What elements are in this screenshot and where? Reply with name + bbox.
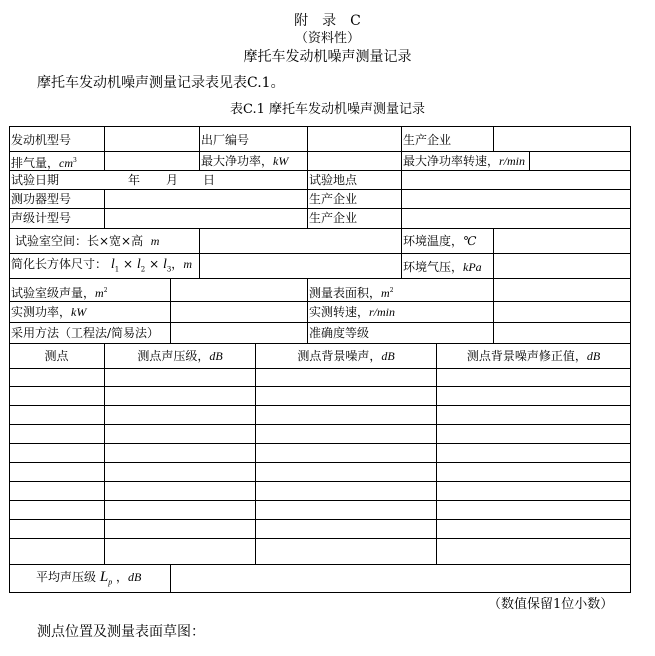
- col-header-bg: 测点背景噪声，dB: [297, 349, 395, 363]
- sketch-label: 测点位置及测量表面草图：: [37, 624, 205, 640]
- label-dyno-maker: 生产企业: [309, 192, 358, 206]
- label-ambient-temp: 环境温度，℃: [403, 234, 477, 248]
- appendix-heading: 附 录 C: [294, 13, 361, 29]
- label-surface-area: 测量表面积，$m^2$: [309, 286, 394, 300]
- label-max-power: 最大净功率，kW: [201, 154, 289, 168]
- label-box-size: 简化长方体尺寸： $l_1 \times l_2 \times l_3$，m: [11, 257, 192, 274]
- label-serial-no: 出厂编号: [201, 133, 250, 147]
- label-measured-power: 实测功率，kW: [11, 305, 87, 319]
- label-max-power-speed: 最大净功率转速，r/min: [403, 154, 526, 168]
- col-header-bg-correction: 测点背景噪声修正值，dB: [466, 349, 601, 363]
- label-meter-model: 声级计型号: [11, 211, 72, 225]
- col-header-spl: 测点声压级，dB: [137, 349, 223, 363]
- label-method: 采用方法（工程法/简易法）: [11, 326, 160, 340]
- intro-text: 摩托车发动机噪声测量记录表见表C.1。: [37, 75, 285, 91]
- label-measured-speed: 实测转速，r/min: [309, 305, 396, 319]
- label-room-sound-level: 试验室级声量，$m^2$: [11, 286, 108, 300]
- label-meter-maker: 生产企业: [309, 211, 358, 225]
- col-header-point: 测点: [44, 349, 69, 363]
- label-average-spl: 平均声压级 $L_p$ ，dB: [36, 569, 142, 587]
- date-month: 月: [166, 173, 179, 187]
- label-test-site: 试验地点: [309, 173, 358, 187]
- label-dyno-model: 测功器型号: [11, 192, 72, 206]
- label-ambient-pressure: 环境气压，kPa: [403, 260, 482, 274]
- date-year: 年: [128, 173, 141, 187]
- date-day: 日: [203, 173, 216, 187]
- label-engine-model: 发动机型号: [11, 133, 72, 147]
- table-caption: 表C.1 摩托车发动机噪声测量记录: [229, 102, 426, 117]
- appendix-nature: （资料性）: [294, 31, 360, 46]
- decimal-note: （数值保留1位小数）: [488, 597, 614, 612]
- label-manufacturer: 生产企业: [403, 133, 452, 147]
- label-test-date: 试验日期: [11, 173, 60, 187]
- label-accuracy: 准确度等级: [309, 326, 370, 340]
- label-room-space: 试验室空间：长×宽×高 m: [15, 234, 160, 248]
- label-displacement: 排气量，$cm^3$: [11, 156, 77, 170]
- appendix-title: 摩托车发动机噪声测量记录: [243, 49, 412, 65]
